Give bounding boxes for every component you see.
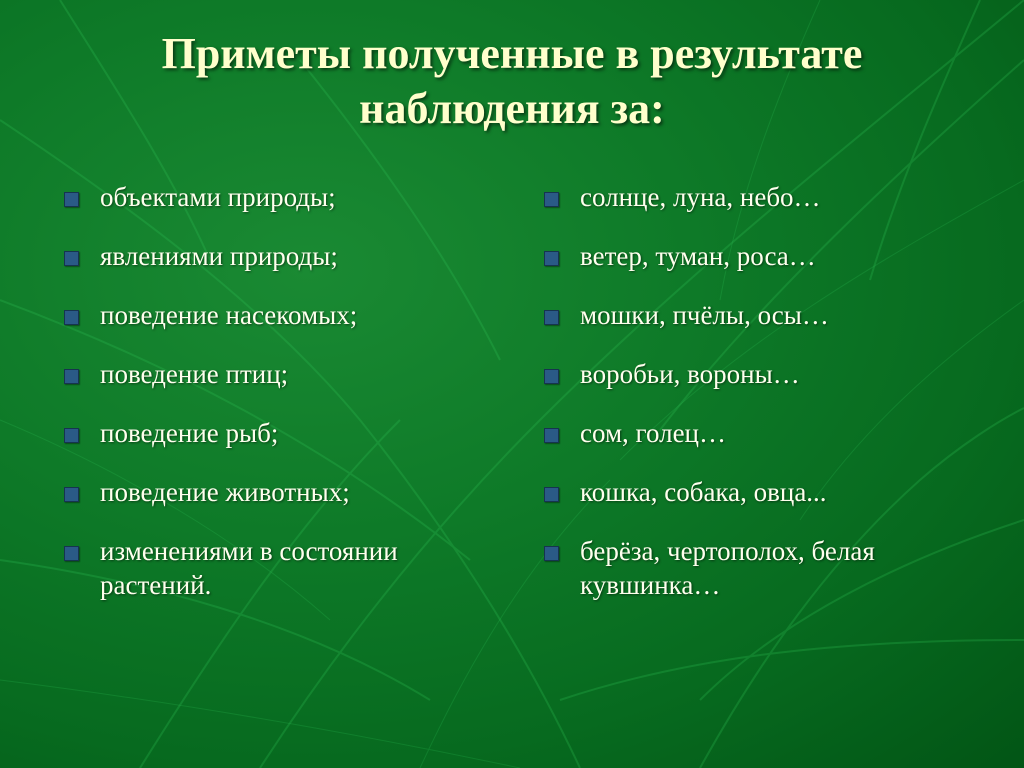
list-item [56, 239, 506, 273]
list-item-label: ветер, туман, роса… [580, 241, 816, 272]
square-bullet-icon [544, 546, 559, 561]
list-item [536, 298, 1008, 332]
list-item [536, 239, 1008, 273]
list-item-label: берёза, чертополох, белая кувшинка… [580, 536, 875, 601]
content-columns [0, 180, 1024, 627]
list-item-label: явлениями природы; [100, 241, 338, 272]
square-bullet-icon [544, 251, 559, 266]
square-bullet-icon [544, 369, 559, 384]
list-item [56, 416, 506, 450]
list-item-label: поведение птиц; [100, 359, 289, 390]
square-bullet-icon [64, 546, 79, 561]
list-item-label: солнце, луна, небо… [580, 182, 821, 212]
list-item [56, 180, 506, 214]
square-bullet-icon [64, 428, 79, 443]
list-item [536, 475, 1008, 509]
list-item [56, 357, 506, 391]
square-bullet-icon [544, 428, 559, 443]
square-bullet-icon [64, 310, 79, 325]
page-title: Приметы полученные в результате наблюдения за: [161, 29, 863, 133]
list-item [536, 416, 1008, 450]
square-bullet-icon [544, 487, 559, 502]
square-bullet-icon [544, 310, 559, 325]
list-item-label: воробьи, вороны… [580, 359, 800, 390]
right-bullet-list [536, 180, 1008, 602]
left-bullet-list [56, 180, 506, 602]
square-bullet-icon [64, 192, 79, 207]
square-bullet-icon [64, 369, 79, 384]
list-item-label: сом, голец… [580, 418, 727, 449]
square-bullet-icon [64, 251, 79, 266]
list-item-label: поведение рыб; [100, 418, 279, 449]
list-item [56, 298, 506, 332]
list-item-label: поведение животных; [100, 477, 350, 508]
list-item [56, 475, 506, 509]
list-item [536, 534, 1008, 602]
square-bullet-icon [64, 487, 79, 502]
list-item-label: объектами природы; [100, 182, 336, 212]
list-item [536, 180, 1008, 214]
right-column [516, 180, 1024, 627]
list-item-label: мошки, пчёлы, осы… [580, 300, 829, 331]
list-item [536, 357, 1008, 391]
list-item-label: изменениями в состоянии растений. [100, 536, 398, 601]
list-item-label: поведение насекомых; [100, 300, 358, 331]
list-item [56, 534, 506, 602]
list-item-label: кошка, собака, овца... [580, 477, 827, 508]
left-column [0, 180, 516, 627]
square-bullet-icon [544, 192, 559, 207]
